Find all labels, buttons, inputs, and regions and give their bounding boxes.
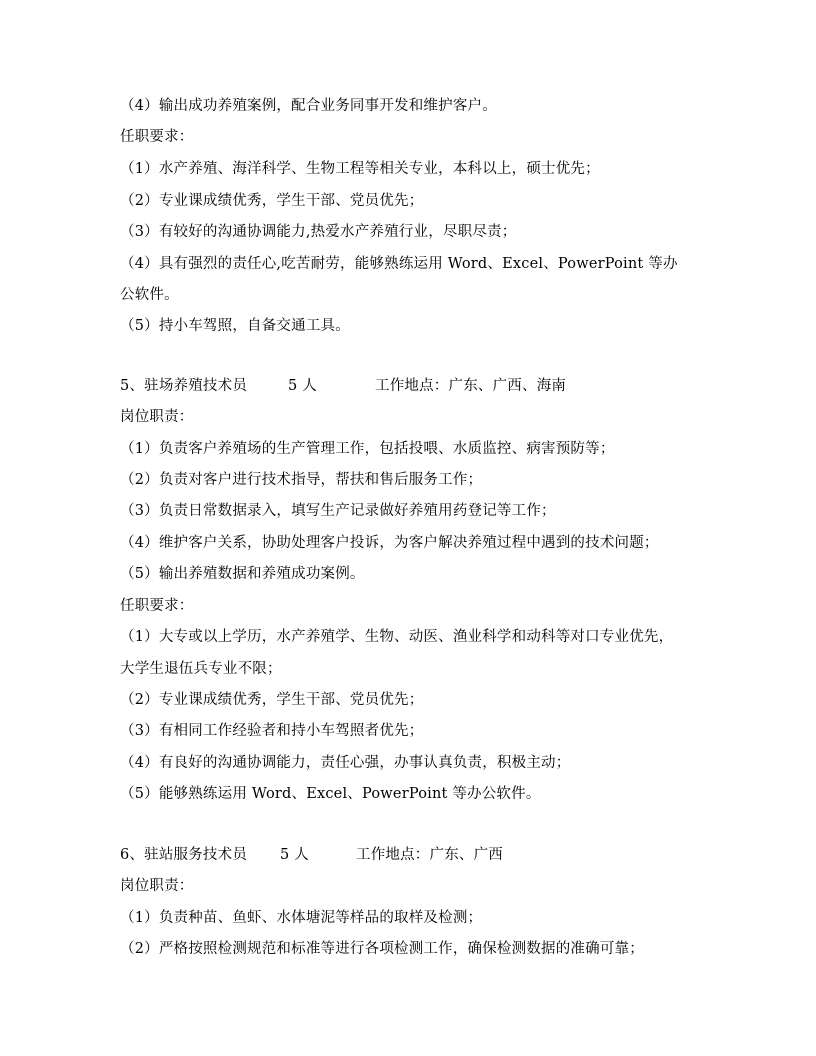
requirement-line: （2）专业课成绩优秀，学生干部、党员优先；	[120, 692, 424, 708]
job-6-header	[120, 845, 720, 865]
job-location: 工作地点：广东、广西、海南	[375, 378, 567, 394]
duties-heading: 岗位职责：	[120, 409, 194, 425]
requirement-line-continuation: 公软件。	[120, 287, 179, 303]
duty-line: （2）严格按照检测规范和标准等进行各项检测工作，确保检测数据的准确可靠；	[120, 941, 644, 957]
duties-heading: 岗位职责：	[120, 878, 194, 894]
requirement-line: （5）持小车驾照，自备交通工具。	[120, 318, 350, 334]
job-location: 工作地点：广东、广西	[356, 847, 503, 863]
requirement-line: （3）有相同工作经验者和持小车驾照者优先；	[120, 723, 424, 739]
requirement-line: （1）水产养殖、海洋科学、生物工程等相关专业，本科以上，硕士优先；	[120, 161, 600, 177]
requirement-line: （1）大专或以上学历，水产养殖学、生物、动医、渔业科学和动科等对口专业优先，	[120, 629, 674, 645]
requirement-line: （2）专业课成绩优秀，学生干部、党员优先；	[120, 193, 424, 209]
job-title: 6、驻站服务技术员	[120, 847, 248, 863]
requirement-line: （3）有较好的沟通协调能力,热爱水产养殖行业，尽职尽责；	[120, 224, 517, 240]
duty-line: （1）负责种苗、鱼虾、水体塘泥等样品的取样及检测；	[120, 910, 483, 926]
duty-line: （3）负责日常数据录入，填写生产记录做好养殖用药登记等工作；	[120, 503, 556, 519]
requirement-line: （4）具有强烈的责任心,吃苦耐劳，能够熟练运用 Word、Excel、PowerPoint 等办	[120, 256, 678, 272]
duty-line: （4）输出成功养殖案例，配合业务同事开发和维护客户。	[120, 98, 497, 114]
duty-line: （1）负责客户养殖场的生产管理工作，包括投喂、水质监控、病害预防等；	[120, 441, 615, 457]
requirement-line: （5）能够熟练运用 Word、Excel、PowerPoint 等办公软件。	[120, 786, 541, 802]
duty-line: （2）负责对客户进行技术指导，帮扶和售后服务工作；	[120, 472, 483, 488]
duty-line: （4）维护客户关系，协助处理客户投诉，为客户解决养殖过程中遇到的技术问题；	[120, 535, 659, 551]
requirement-line-continuation: 大学生退伍兵专业不限；	[120, 661, 282, 677]
requirements-heading: 任职要求：	[120, 598, 194, 614]
requirements-heading: 任职要求：	[120, 129, 194, 145]
requirement-line: （4）有良好的沟通协调能力，责任心强，办事认真负责，积极主动；	[120, 755, 571, 771]
job-5-header	[120, 376, 720, 396]
job-title: 5、驻场养殖技术员	[120, 378, 248, 394]
job-headcount: 5 人	[280, 847, 309, 863]
duty-line: （5）输出养殖数据和养殖成功案例。	[120, 566, 365, 582]
job-headcount: 5 人	[288, 378, 317, 394]
